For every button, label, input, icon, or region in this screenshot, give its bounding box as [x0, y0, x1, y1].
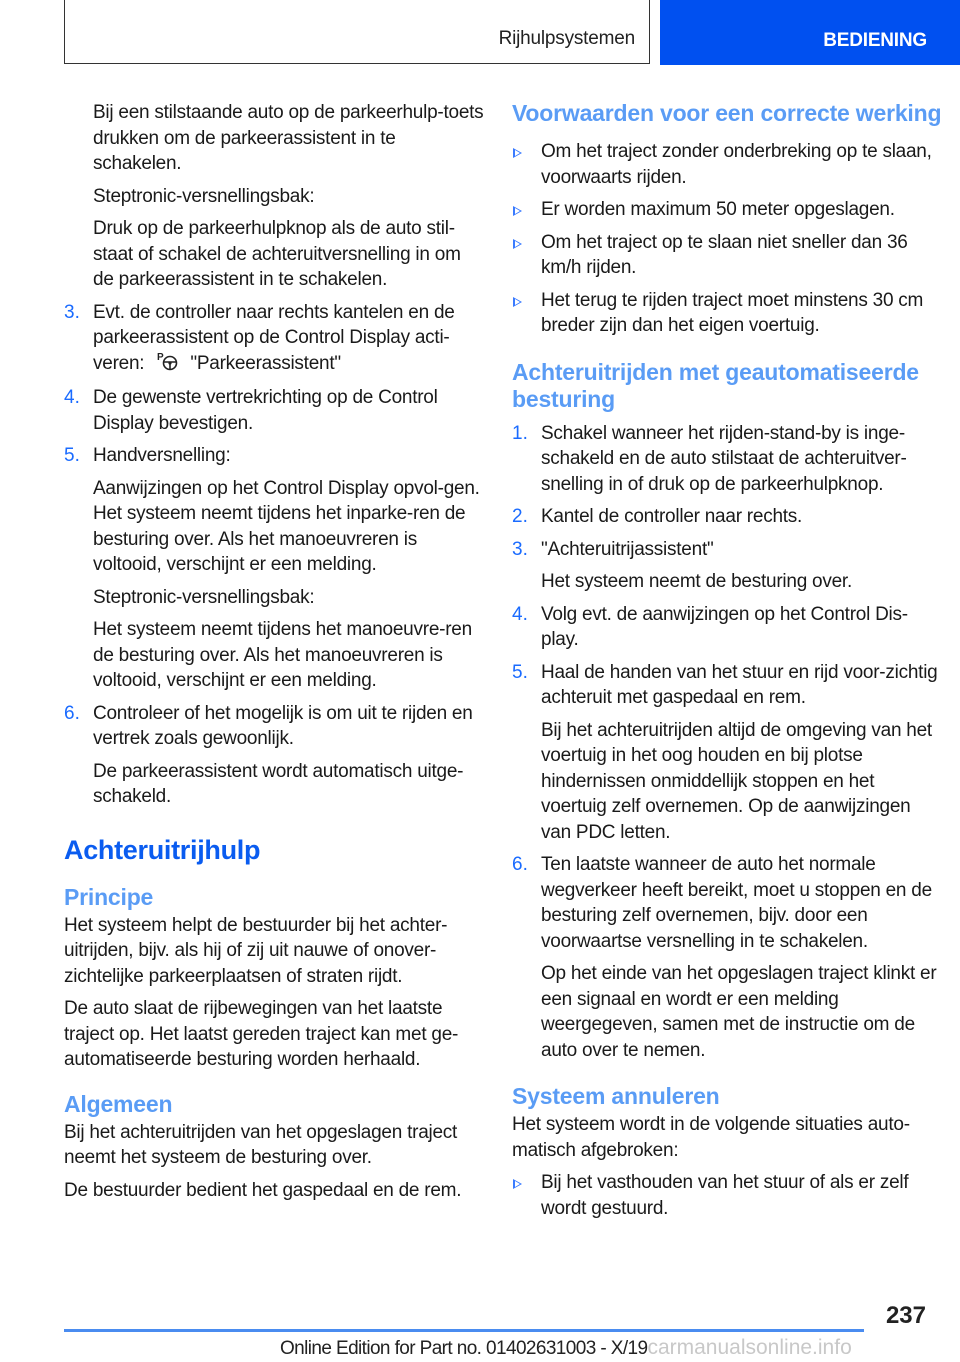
intro-para: Druk op de parkeerhulpknop als de auto stil-staat of schakel de achteruitversnelling in om de parkeerassistent in te schakelen.: [93, 218, 461, 290]
step-text: Handversnelling:: [93, 445, 231, 466]
bullet-text: Om het traject op te slaan niet sneller dan 36 km/h rijden.: [541, 231, 908, 278]
step-subtext: Bij het achteruitrijden altijd de omgeving van het voertuig in het oog houden en bij plotse hindernissen onmiddellijk stoppen en het voertuig zelf overnemen. Op de aanwijzingen van PDC letten.: [541, 719, 932, 843]
step-subtext: Steptronic-versnellingsbak:: [93, 586, 315, 608]
edition-text: Online Edition for Part no. 01402631003 - X/19: [280, 1338, 648, 1359]
intro-para: Steptronic-versnellingsbak:: [93, 185, 315, 207]
step-item: [64, 701, 484, 810]
step-text: Schakel wanneer het rijden-stand-by is inge-schakeld en de auto stilstaat de achteruitver-snelling in of druk op de parkeerhulpknop.: [541, 422, 907, 495]
section-label: Rijhulpsystemen: [498, 28, 635, 49]
triangle-bullet-icon: [513, 297, 522, 307]
section-tab: [64, 0, 650, 64]
bullet-item: [512, 139, 942, 190]
bullet-item: [512, 1170, 942, 1221]
triangle-bullet-icon: [513, 239, 522, 249]
step-subtext: Aanwijzingen op het Control Display opvol-gen. Het systeem neemt tijdens het inparke-ren de besturing over. Als het manoeuvreren is voltooid, verschijnt er een melding.: [93, 477, 480, 575]
right-column: [512, 100, 942, 1228]
step-text: Controleer of het mogelijk is om uit te rijden en vertrek zoals gewoonlijk.: [93, 702, 473, 749]
subsection-title-voorwaarden: Voorwaarden voor een correcte werking: [512, 100, 942, 126]
step-number: 5.: [64, 445, 80, 466]
footer-edition: [280, 1336, 852, 1360]
subsection-title-achteruitrijden: Achteruitrijden met geautomatiseerde besturing: [512, 358, 919, 412]
step-subtext: Op het einde van het opgeslagen traject klinkt er een signaal en wordt er een melding weergegeven, samen met de instructie om de auto over te nemen.: [541, 963, 937, 1061]
step-text: Volg evt. de aanwijzingen op het Control Dis-play.: [541, 603, 908, 650]
step-text: Evt. de controller naar rechts kantelen en de parkeerassistent op de Control Display acti-veren:: [93, 301, 455, 374]
bullet-item: [512, 230, 942, 281]
step-number: 3.: [512, 538, 528, 560]
step-number: 1.: [512, 422, 528, 444]
bullet-text: Er worden maximum 50 meter opgeslagen.: [541, 199, 895, 220]
parking-assistant-icon: [157, 351, 179, 379]
bullet-item: [512, 288, 942, 339]
step-number: 5.: [512, 661, 528, 683]
body-para: Bij het achteruitrijden van het opgeslagen traject neemt het systeem de besturing over.: [64, 1121, 458, 1168]
step-number: 4.: [512, 603, 528, 625]
body-para: Het systeem wordt in de volgende situaties auto-matisch afgebroken:: [512, 1114, 910, 1161]
body-para: Het systeem helpt de bestuurder bij het achter-uitrijden, bijv. als hij of zij uit nauwe of onover-zichtelijke parkeerplaatsen of straten rijdt.: [64, 914, 448, 987]
triangle-bullet-icon: [513, 206, 522, 216]
step-text: Haal de handen van het stuur en rijd voor-zichtig achteruit met gaspedaal en rem.: [541, 661, 938, 708]
step-item: [512, 602, 942, 653]
step-item: [512, 537, 942, 595]
step-text-after-icon: "Parkeerassistent": [190, 352, 341, 374]
subsection-title-annuleren: Systeem annuleren: [512, 1083, 720, 1109]
body-para: De bestuurder bedient het gaspedaal en de rem.: [64, 1179, 462, 1201]
step-subtext: Het systeem neemt tijdens het manoeuvre-ren de besturing over. Als het manoeuvreren is voltooid, verschijnt er een melding.: [93, 619, 472, 691]
bullet-text: Bij het vasthouden van het stuur of als er zelf wordt gestuurd.: [541, 1172, 909, 1219]
step-number: 3.: [64, 301, 80, 323]
step-item: [64, 443, 484, 694]
chapter-tab: [660, 0, 960, 65]
bullet-item: [512, 197, 942, 223]
step-number: 4.: [64, 387, 80, 408]
intro-para: Bij een stilstaande auto op de parkeerhulp-toets drukken om de parkeerassistent in te schakelen.: [93, 102, 484, 174]
step-number: 2.: [512, 506, 528, 527]
step-subtext: Het systeem neemt de besturing over.: [541, 571, 852, 592]
page-number: 237: [885, 1302, 926, 1329]
step-subtext: De parkeerassistent wordt automatisch uitge-schakeld.: [93, 760, 464, 807]
bullet-text: Het terug te rijden traject moet minstens 30 cm breder zijn dan het eigen voertuig.: [541, 289, 924, 336]
step-text: De gewenste vertrekrichting op de Control Display bevestigen.: [93, 387, 438, 434]
step-number: 6.: [64, 702, 80, 724]
step-text: "Achteruitrijassistent": [541, 538, 714, 560]
step-item: [512, 660, 942, 846]
step-text: Ten laatste wanneer de auto het normale wegverkeer heeft bereikt, moet u stoppen en de besturing zelf overnemen, bijv. door een voorwaartse versnelling in te schakelen.: [541, 854, 932, 952]
subsection-title-algemeen: Algemeen: [64, 1090, 173, 1117]
subsection-title-principe: Principe: [64, 883, 154, 910]
triangle-bullet-icon: [513, 148, 522, 158]
body-para: De auto slaat de rijbewegingen van het laatste traject op. Het laatst gereden traject kan met ge-automatiseerde besturing worden herhaald.: [64, 998, 459, 1070]
step-item: [512, 421, 942, 498]
chapter-label: BEDIENING: [823, 30, 927, 51]
footer-divider: [64, 1329, 864, 1332]
triangle-bullet-icon: [513, 1179, 522, 1189]
bullet-text: Om het traject zonder onderbreking op te slaan, voorwaarts rijden.: [541, 141, 932, 188]
svg-text:P: P: [157, 351, 164, 363]
step-number: 6.: [512, 854, 528, 875]
section-title: Achteruitrijhulp: [64, 834, 261, 865]
step-item: [512, 504, 942, 530]
watermark: carmanualsonline.info: [647, 1336, 852, 1359]
step-item: [512, 852, 942, 1063]
step-item: [64, 300, 484, 379]
step-text: Kantel de controller naar rechts.: [541, 506, 803, 527]
left-column: [64, 100, 484, 1210]
step-item: [64, 385, 484, 436]
